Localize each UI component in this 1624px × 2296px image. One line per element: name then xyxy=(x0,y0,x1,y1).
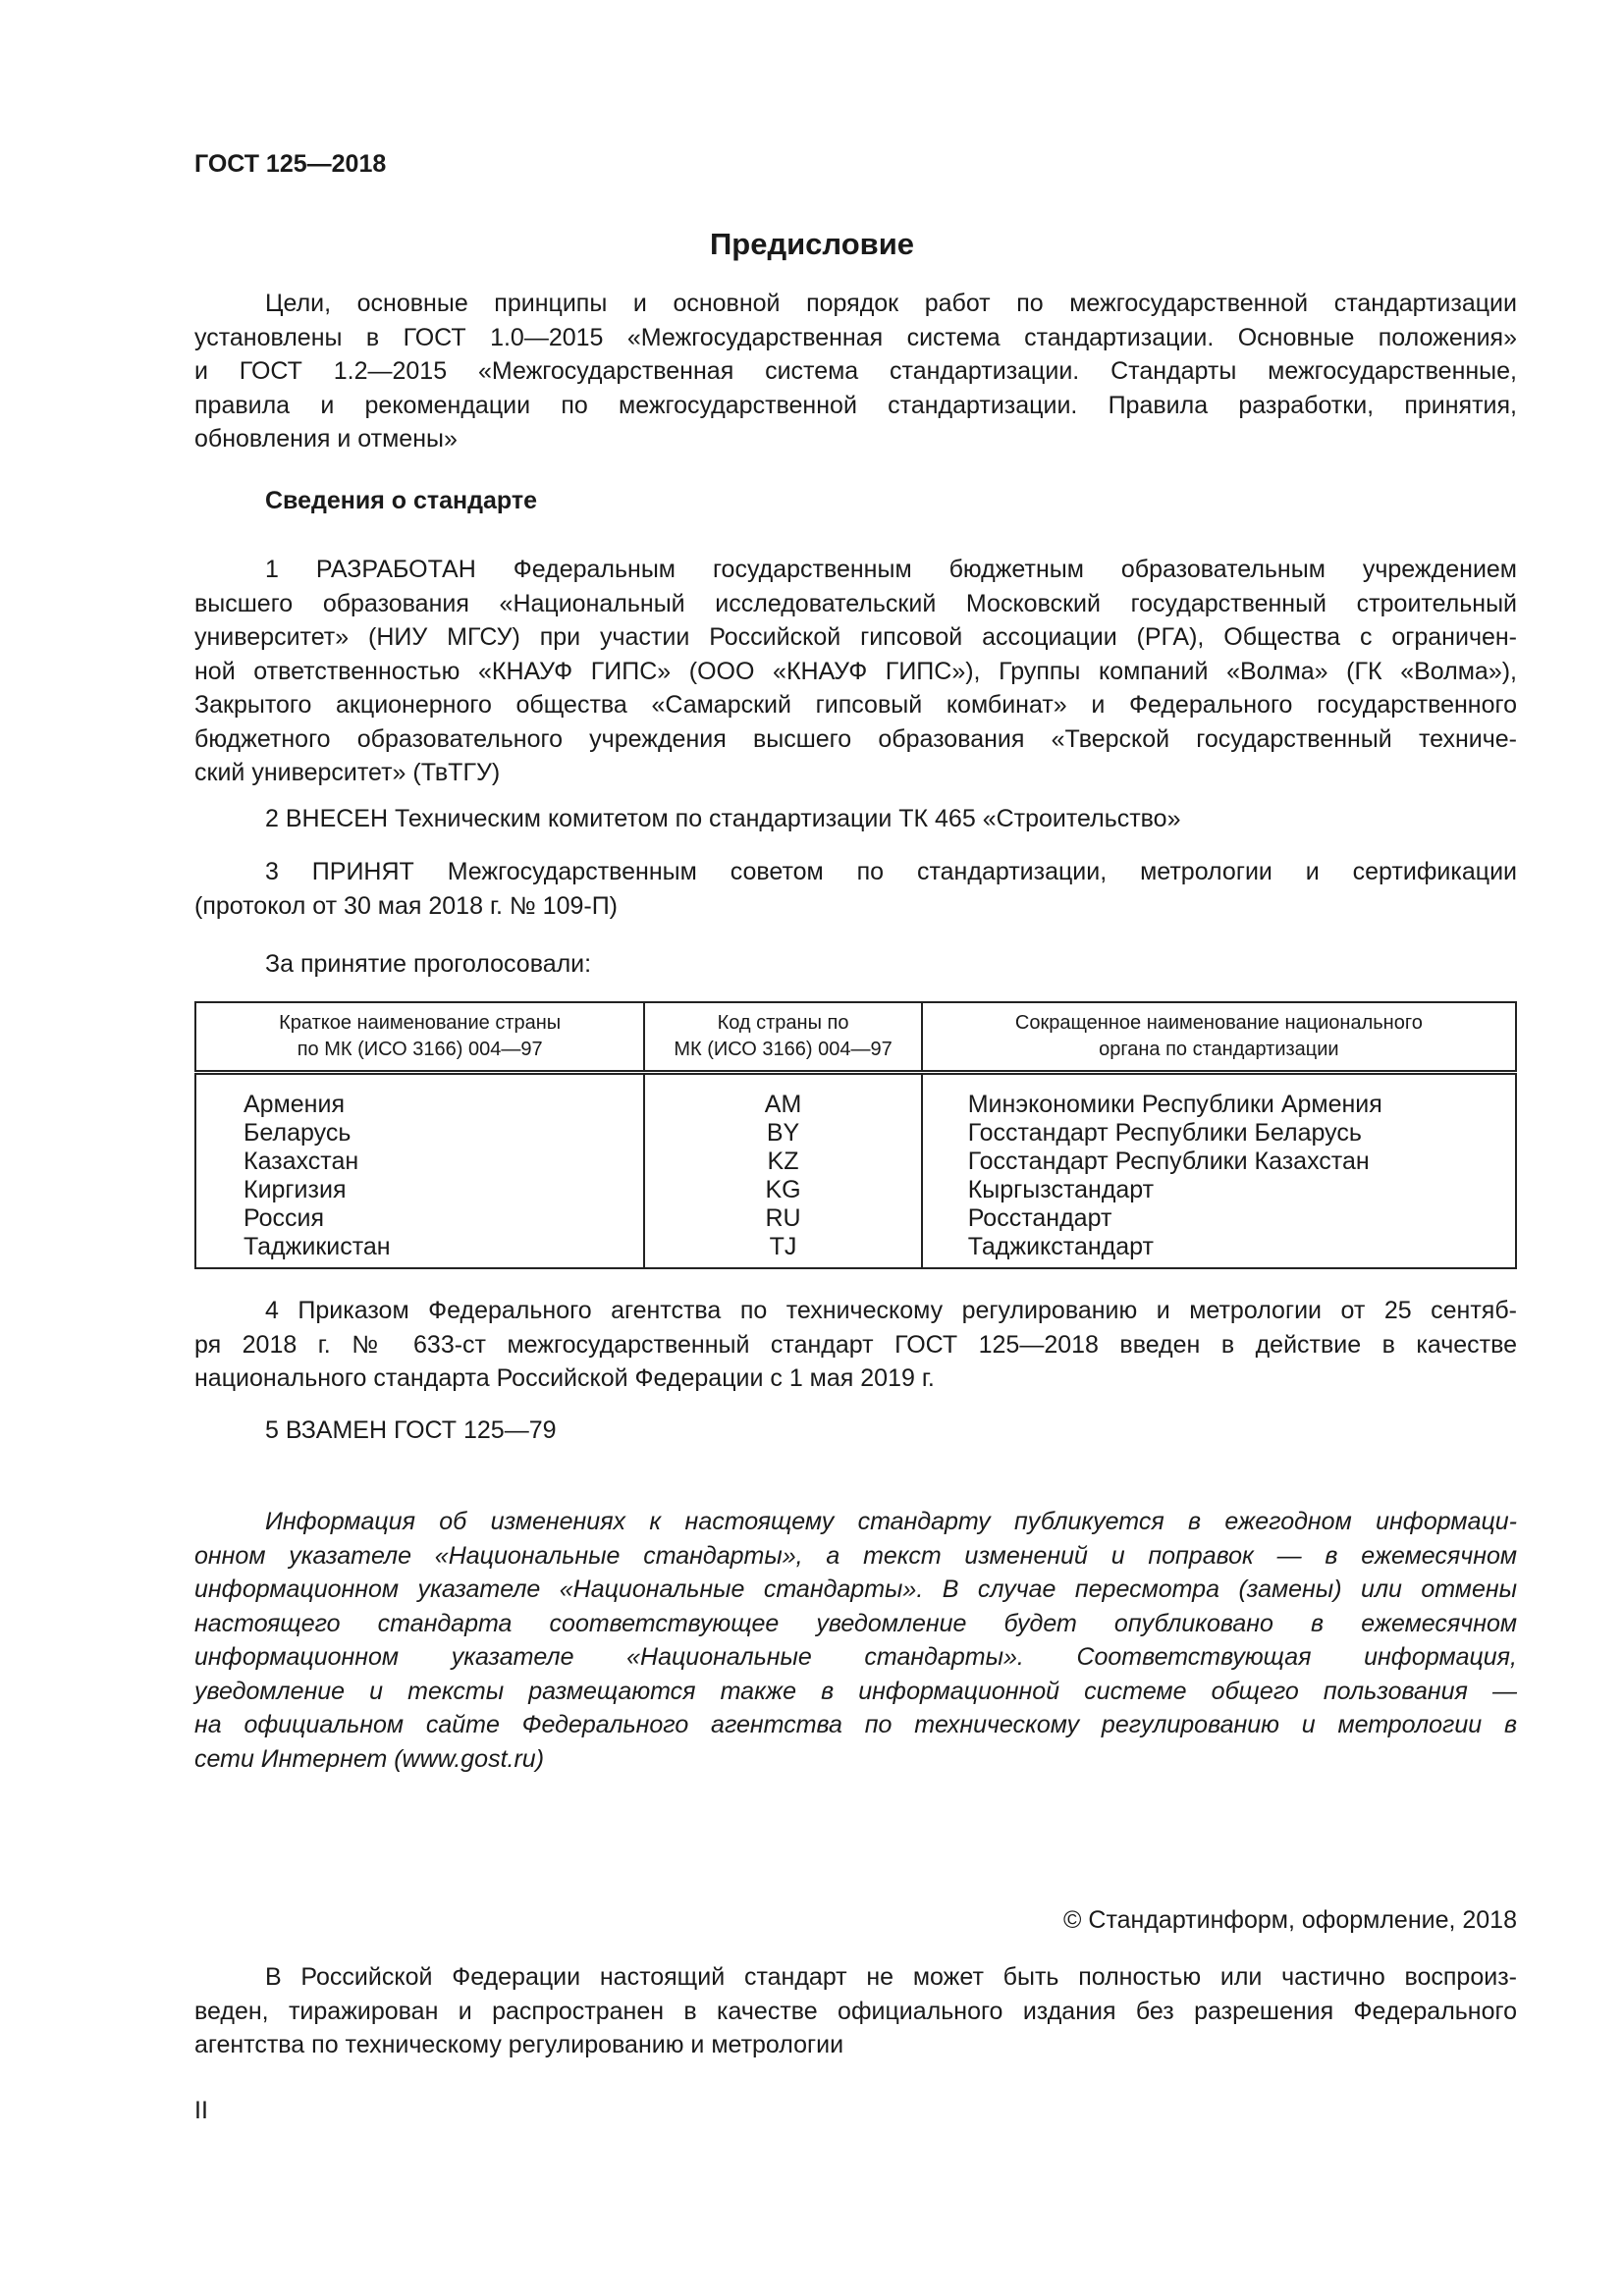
text-line: веден, тиражирован и распространен в качестве официального издания без разрешения Федерального xyxy=(194,1997,1517,2025)
standards-body: Таджикстандарт xyxy=(922,1233,1516,1268)
country-name: Киргизия xyxy=(195,1176,644,1204)
country-code: TJ xyxy=(644,1233,921,1268)
rights-paragraph xyxy=(194,1960,1517,2062)
text-line: 1 РАЗРАБОТАН Федеральным государственным бюджетным образовательным учреждением xyxy=(265,556,1517,583)
item-3-paragraph xyxy=(194,855,1517,923)
text-line: В Российской Федерации настоящий стандарт не может быть полностью или частично воспроиз- xyxy=(265,1963,1517,1991)
column-header xyxy=(644,1002,921,1073)
country-code: AM xyxy=(644,1073,921,1120)
table-row xyxy=(195,1233,1516,1268)
text-line: ной ответственностью «КНАУФ ГИПС» (ООО «КНАУФ ГИПС»), Группы компаний «Волма» (ГК «Волма»), xyxy=(194,657,1517,685)
item-5-paragraph xyxy=(194,1414,1517,1448)
standards-body: Кыргызстандарт xyxy=(922,1176,1516,1204)
country-name: Армения xyxy=(195,1073,644,1120)
table-row xyxy=(195,1119,1516,1148)
column-header xyxy=(195,1002,644,1073)
standards-body: Минэкономики Республики Армения xyxy=(922,1073,1516,1120)
column-header-line: Краткое наименование страны xyxy=(279,1012,562,1034)
country-name: Россия xyxy=(195,1204,644,1233)
text-line: 5 ВЗАМЕН ГОСТ 125—79 xyxy=(265,1416,557,1444)
table-row xyxy=(195,1176,1516,1204)
standards-body: Госстандарт Республики Казахстан xyxy=(922,1148,1516,1176)
voting-table xyxy=(194,1001,1517,1269)
document-code: ГОСТ 125—2018 xyxy=(194,150,387,178)
section-heading: Сведения о стандарте xyxy=(265,487,538,514)
standards-body: Росстандарт xyxy=(922,1204,1516,1233)
table-row xyxy=(195,1204,1516,1233)
text-line: агентства по техническому регулированию и метрологии xyxy=(194,2031,844,2058)
copyright: © Стандартинформ, оформление, 2018 xyxy=(1063,1906,1517,1934)
text-line: настоящего стандарта соответствующее уведомление будет опубликовано в ежемесячном xyxy=(194,1609,1517,1637)
text-line: бюджетного образовательного учреждения высшего образования «Тверской государственный техниче- xyxy=(194,724,1517,753)
table-row xyxy=(195,1148,1516,1176)
text-line: сети Интернет (www.gost.ru) xyxy=(194,1744,545,1773)
text-line: высшего образования «Национальный исследовательский Московский государственный строительный xyxy=(194,589,1517,617)
text-line: 3 ПРИНЯТ Межгосударственным советом по стандартизации, метрологии и сертификации xyxy=(265,858,1517,885)
notice-paragraph xyxy=(194,1505,1517,1776)
text-line: информационном указателе «Национальные стандарты». Соответствующая информация, xyxy=(194,1643,1517,1671)
column-header-line: Код страны по xyxy=(717,1012,849,1034)
standards-body: Госстандарт Республики Беларусь xyxy=(922,1119,1516,1148)
page-title: Предисловие xyxy=(709,227,914,261)
country-name: Казахстан xyxy=(195,1148,644,1176)
text-line: (протокол от 30 мая 2018 г. № 109-П) xyxy=(194,891,618,920)
table-row xyxy=(195,1073,1516,1120)
text-line: обновления и отмены» xyxy=(194,425,458,453)
country-code: BY xyxy=(644,1119,921,1148)
text-line: онном указателе «Национальные стандарты», а текст изменений и поправок — в ежемесячном xyxy=(194,1541,1517,1570)
text-line: информационном указателе «Национальные стандарты». В случае пересмотра (замены) или отмены xyxy=(194,1575,1517,1603)
text-line: Информация об изменениях к настоящему стандарту публикуется в ежегодном информаци- xyxy=(265,1508,1517,1535)
item-2-paragraph xyxy=(194,802,1517,836)
text-line: установлены в ГОСТ 1.0—2015 «Межгосударственная система стандартизации. Основные положения» xyxy=(194,323,1517,351)
column-header xyxy=(922,1002,1516,1073)
text-line: правила и рекомендации по межгосударственной стандартизации. Правила разработки, принятия, xyxy=(194,391,1517,419)
text-line: ский университет» (ТвТГУ) xyxy=(194,759,501,786)
text-line: ря 2018 г. № 633-ст межгосударственный стандарт ГОСТ 125—2018 введен в действие в качестве xyxy=(194,1330,1517,1359)
page-number: II xyxy=(194,2097,208,2124)
country-name: Таджикистан xyxy=(195,1233,644,1268)
text-line: и ГОСТ 1.2—2015 «Межгосударственная система стандартизации. Стандарты межгосударственные, xyxy=(194,357,1517,385)
column-header-line: органа по стандартизации xyxy=(1099,1039,1339,1060)
country-code: RU xyxy=(644,1204,921,1233)
column-header-line: МК (ИСО 3166) 004—97 xyxy=(674,1039,893,1060)
country-name: Беларусь xyxy=(195,1119,644,1148)
intro-paragraph xyxy=(194,287,1517,456)
country-code: KG xyxy=(644,1176,921,1204)
column-header-line: по МК (ИСО 3166) 004—97 xyxy=(297,1039,543,1060)
voted-label: За принятие проголосовали: xyxy=(265,950,592,978)
column-header-line: Сокращенное наименование национального xyxy=(1014,1012,1423,1034)
text-line: университет» (НИУ МГСУ) при участии Российской гипсовой ассоциации (РГА), Общества с ограничен- xyxy=(194,623,1517,651)
country-code: KZ xyxy=(644,1148,921,1176)
text-line: на официальном сайте Федерального агентства по техническому регулированию и метрологии в xyxy=(194,1711,1517,1738)
text-line: Цели, основные принципы и основной порядок работ по межгосударственной стандартизации xyxy=(265,290,1517,317)
text-line: уведомление и тексты размещаются также в информационной системе общего пользования — xyxy=(194,1677,1517,1705)
text-line: национального стандарта Российской Федерации с 1 мая 2019 г. xyxy=(194,1364,935,1392)
text-line: Закрытого акционерного общества «Самарский гипсовый комбинат» и Федерального государственного xyxy=(194,691,1517,719)
item-4-paragraph xyxy=(194,1294,1517,1396)
text-line: 4 Приказом Федерального агентства по техническому регулированию и метрологии от 25 сентяб- xyxy=(265,1297,1517,1324)
text-line: 2 ВНЕСЕН Техническим комитетом по стандартизации ТК 465 «Строительство» xyxy=(265,805,1181,832)
item-1-paragraph xyxy=(194,553,1517,790)
